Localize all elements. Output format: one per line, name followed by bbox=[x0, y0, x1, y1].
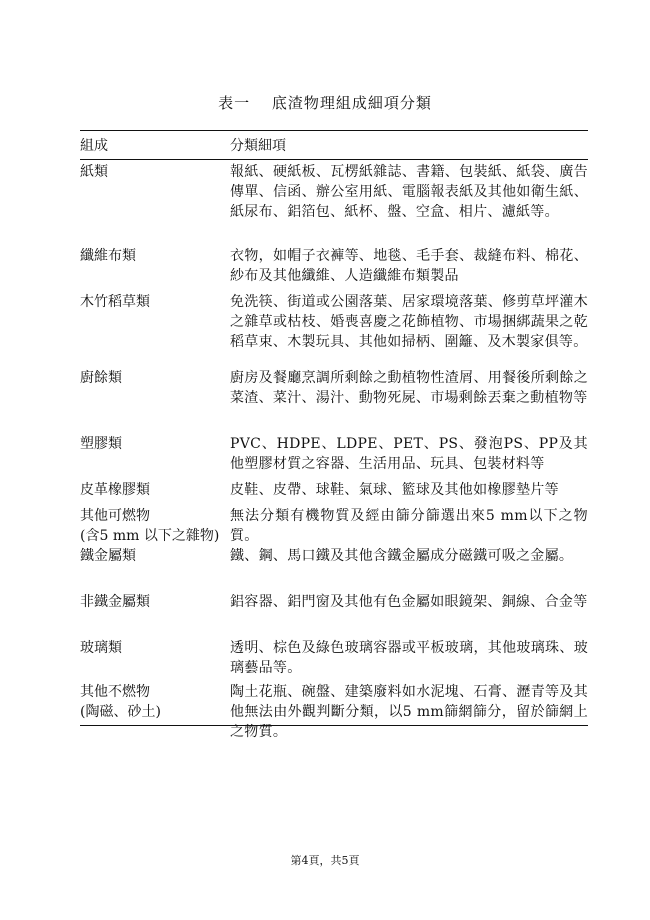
table-row bbox=[80, 246, 588, 292]
table-header-row bbox=[80, 133, 588, 162]
category-cell bbox=[80, 434, 230, 480]
table-row bbox=[80, 434, 588, 480]
category-label: 玻璃類 bbox=[80, 640, 122, 656]
page-footer: 第4頁，共5頁 bbox=[290, 854, 360, 867]
details-cell bbox=[230, 162, 588, 246]
table-row bbox=[80, 368, 588, 434]
table-row bbox=[80, 592, 588, 638]
details-text: 鐵、鋼、馬口鐵及其他含鐵金屬成分磁鐵可吸之金屬。 bbox=[230, 548, 574, 564]
category-cell bbox=[80, 162, 230, 246]
details-cell bbox=[230, 246, 588, 292]
category-label: 塑膠類 bbox=[80, 436, 122, 452]
category-label: 皮革橡膠類 bbox=[80, 482, 150, 498]
category-cell bbox=[80, 292, 230, 368]
details-cell bbox=[230, 638, 588, 682]
category-label: 其他不燃物 bbox=[80, 684, 150, 700]
details-cell bbox=[230, 292, 588, 368]
details-text: 無法分類有機物質及經由篩分篩選出來5 mm以下之物質。 bbox=[230, 508, 588, 544]
header-category: 組成 bbox=[80, 138, 108, 154]
table-row bbox=[80, 480, 588, 506]
table-row bbox=[80, 682, 588, 742]
table-row bbox=[80, 506, 588, 546]
composition-table bbox=[80, 133, 588, 742]
table-row bbox=[80, 638, 588, 682]
table-row bbox=[80, 162, 588, 246]
category-label: 其他可燃物 bbox=[80, 508, 150, 524]
table-row bbox=[80, 546, 588, 592]
details-cell bbox=[230, 546, 588, 592]
category-label: 纖維布類 bbox=[80, 248, 136, 264]
details-text: PVC、HDPE、LDPE、PET、PS、發泡PS、PP及其他塑膠材質之容器、生活用品、玩具、包裝材料等 bbox=[230, 436, 588, 472]
table-top-rule bbox=[80, 130, 588, 131]
category-label: 廚餘類 bbox=[80, 370, 122, 386]
details-text: 陶土花瓶、碗盤、建築廢料如水泥塊、石膏、瀝青等及其他無法由外觀判斷分類，以5 mm篩網篩分，留於篩網上之物質。 bbox=[230, 684, 588, 740]
details-text: 免洗筷、街道或公園落葉、居家環境落葉、修剪草坪灌木之雜草或枯枝、婚喪喜慶之花飾植物、市場捆綁蔬果之乾稻草束、木製玩具、其他如掃柄、圍籬、及木製家俱等。 bbox=[230, 294, 588, 350]
category-cell bbox=[80, 638, 230, 682]
details-cell bbox=[230, 506, 588, 546]
category-cell bbox=[80, 506, 230, 546]
details-cell bbox=[230, 592, 588, 638]
details-text: 鋁容器、鋁門窗及其他有色金屬如眼鏡架、銅線、合金等 bbox=[230, 594, 588, 610]
category-sublabel: (含5 mm 以下之雜物) bbox=[80, 528, 220, 544]
category-cell bbox=[80, 480, 230, 506]
category-label: 紙類 bbox=[80, 164, 108, 180]
category-cell bbox=[80, 592, 230, 638]
category-label: 鐵金屬類 bbox=[80, 548, 136, 564]
header-details: 分類細項 bbox=[230, 138, 286, 154]
category-label: 非鐵金屬類 bbox=[80, 594, 150, 610]
details-cell bbox=[230, 368, 588, 434]
category-cell bbox=[80, 546, 230, 592]
details-text: 衣物，如帽子衣褲等、地毯、毛手套、裁縫布料、棉花、紗布及其他纖維、人造纖維布類製品 bbox=[230, 248, 588, 284]
details-cell bbox=[230, 682, 588, 742]
details-text: 透明、棕色及綠色玻璃容器或平板玻璃，其他玻璃珠、玻璃藝品等。 bbox=[230, 640, 588, 676]
category-label: 木竹稻草類 bbox=[80, 294, 150, 310]
details-cell bbox=[230, 434, 588, 480]
details-cell bbox=[230, 480, 588, 506]
details-text: 皮鞋、皮帶、球鞋、氣球、籃球及其他如橡膠墊片等 bbox=[230, 482, 559, 498]
details-text: 廚房及餐廳烹調所剩餘之動植物性渣屑、用餐後所剩餘之菜渣、菜汁、湯汁、動物死屍、市場剩餘丟棄之動植物等 bbox=[230, 370, 588, 406]
category-cell bbox=[80, 682, 230, 742]
category-sublabel: (陶磁、砂土) bbox=[80, 704, 161, 720]
table-row bbox=[80, 292, 588, 368]
table-caption: 表一 底渣物理組成細項分類 bbox=[218, 94, 432, 112]
category-cell bbox=[80, 246, 230, 292]
category-cell bbox=[80, 368, 230, 434]
details-text: 報紙、硬紙板、瓦楞紙雜誌、書籍、包裝紙、紙袋、廣告傳單、信函、辦公室用紙、電腦報表紙及其他如衛生紙、紙尿布、鋁箔包、紙杯、盤、空盒、相片、濾紙等。 bbox=[230, 164, 588, 220]
